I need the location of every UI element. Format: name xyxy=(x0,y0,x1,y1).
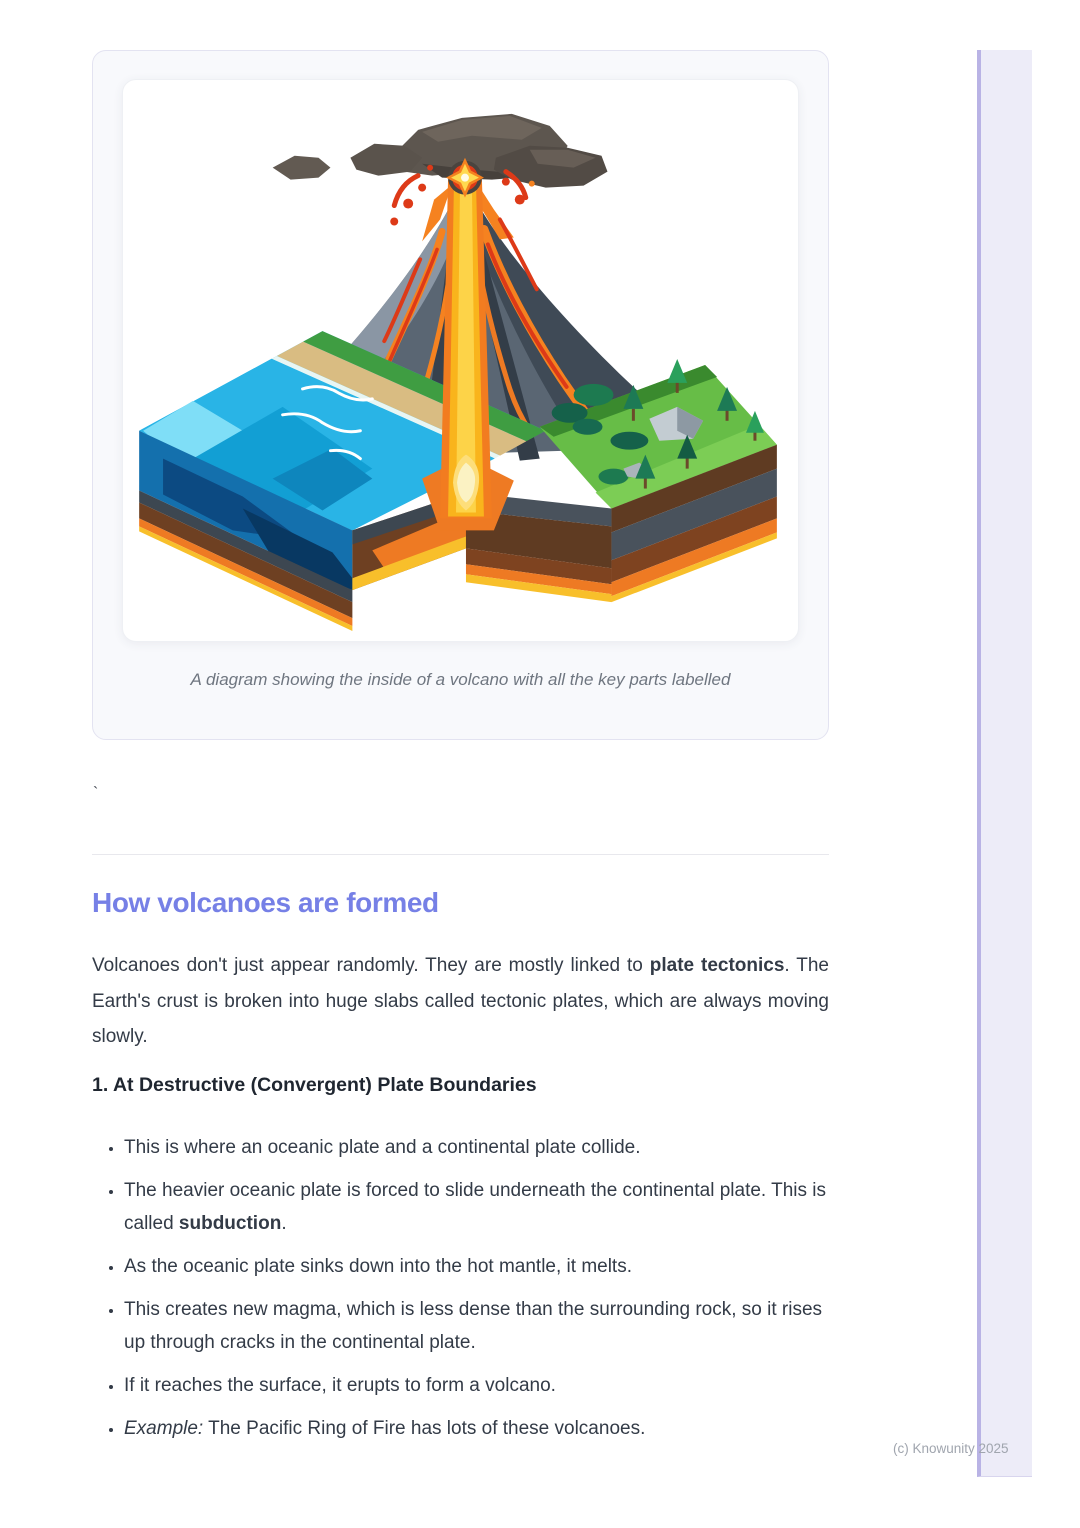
page-scrollbar-rail[interactable] xyxy=(977,50,1032,1477)
bullet-item: • As the oceanic plate sinks down into the hot mantle, it melts. xyxy=(124,1250,829,1283)
figure-caption: A diagram showing the inside of a volcano with all the key parts labelled xyxy=(190,670,731,689)
volcano-figure xyxy=(122,79,799,642)
bullet-item: • The heavier oceanic plate is forced to slide underneath the continental plate. This is called subduction. xyxy=(124,1174,829,1240)
bullet-item: • If it reaches the surface, it erupts to form a volcano. xyxy=(124,1369,829,1402)
intro-paragraph: Volcanoes don't just appear randomly. They are mostly linked to plate tectonics. The Earth's crust is broken into huge slabs called tectonic plates, which are always moving slowly. xyxy=(92,955,829,1047)
section-heading: How volcanoes are formed xyxy=(92,887,439,918)
stray-backtick: ` xyxy=(93,785,99,802)
copyright-watermark: (c) Knowunity 2025 xyxy=(893,1441,1009,1456)
bullet-item: • Example: The Pacific Ring of Fire has lots of these volcanoes. xyxy=(124,1412,829,1445)
section-divider xyxy=(92,854,829,855)
bullet-item: • This is where an oceanic plate and a continental plate collide. xyxy=(124,1131,829,1164)
smoke-clouds xyxy=(273,114,608,188)
sub-heading: 1. At Destructive (Convergent) Plate Boundaries xyxy=(92,1074,537,1096)
volcano-illustration xyxy=(123,80,798,641)
bullet-item: • This creates new magma, which is less dense than the surrounding rock, so it rises up through cracks in the continental plate. xyxy=(124,1293,829,1359)
bullet-list xyxy=(92,1131,829,1455)
figure-card xyxy=(92,50,829,740)
